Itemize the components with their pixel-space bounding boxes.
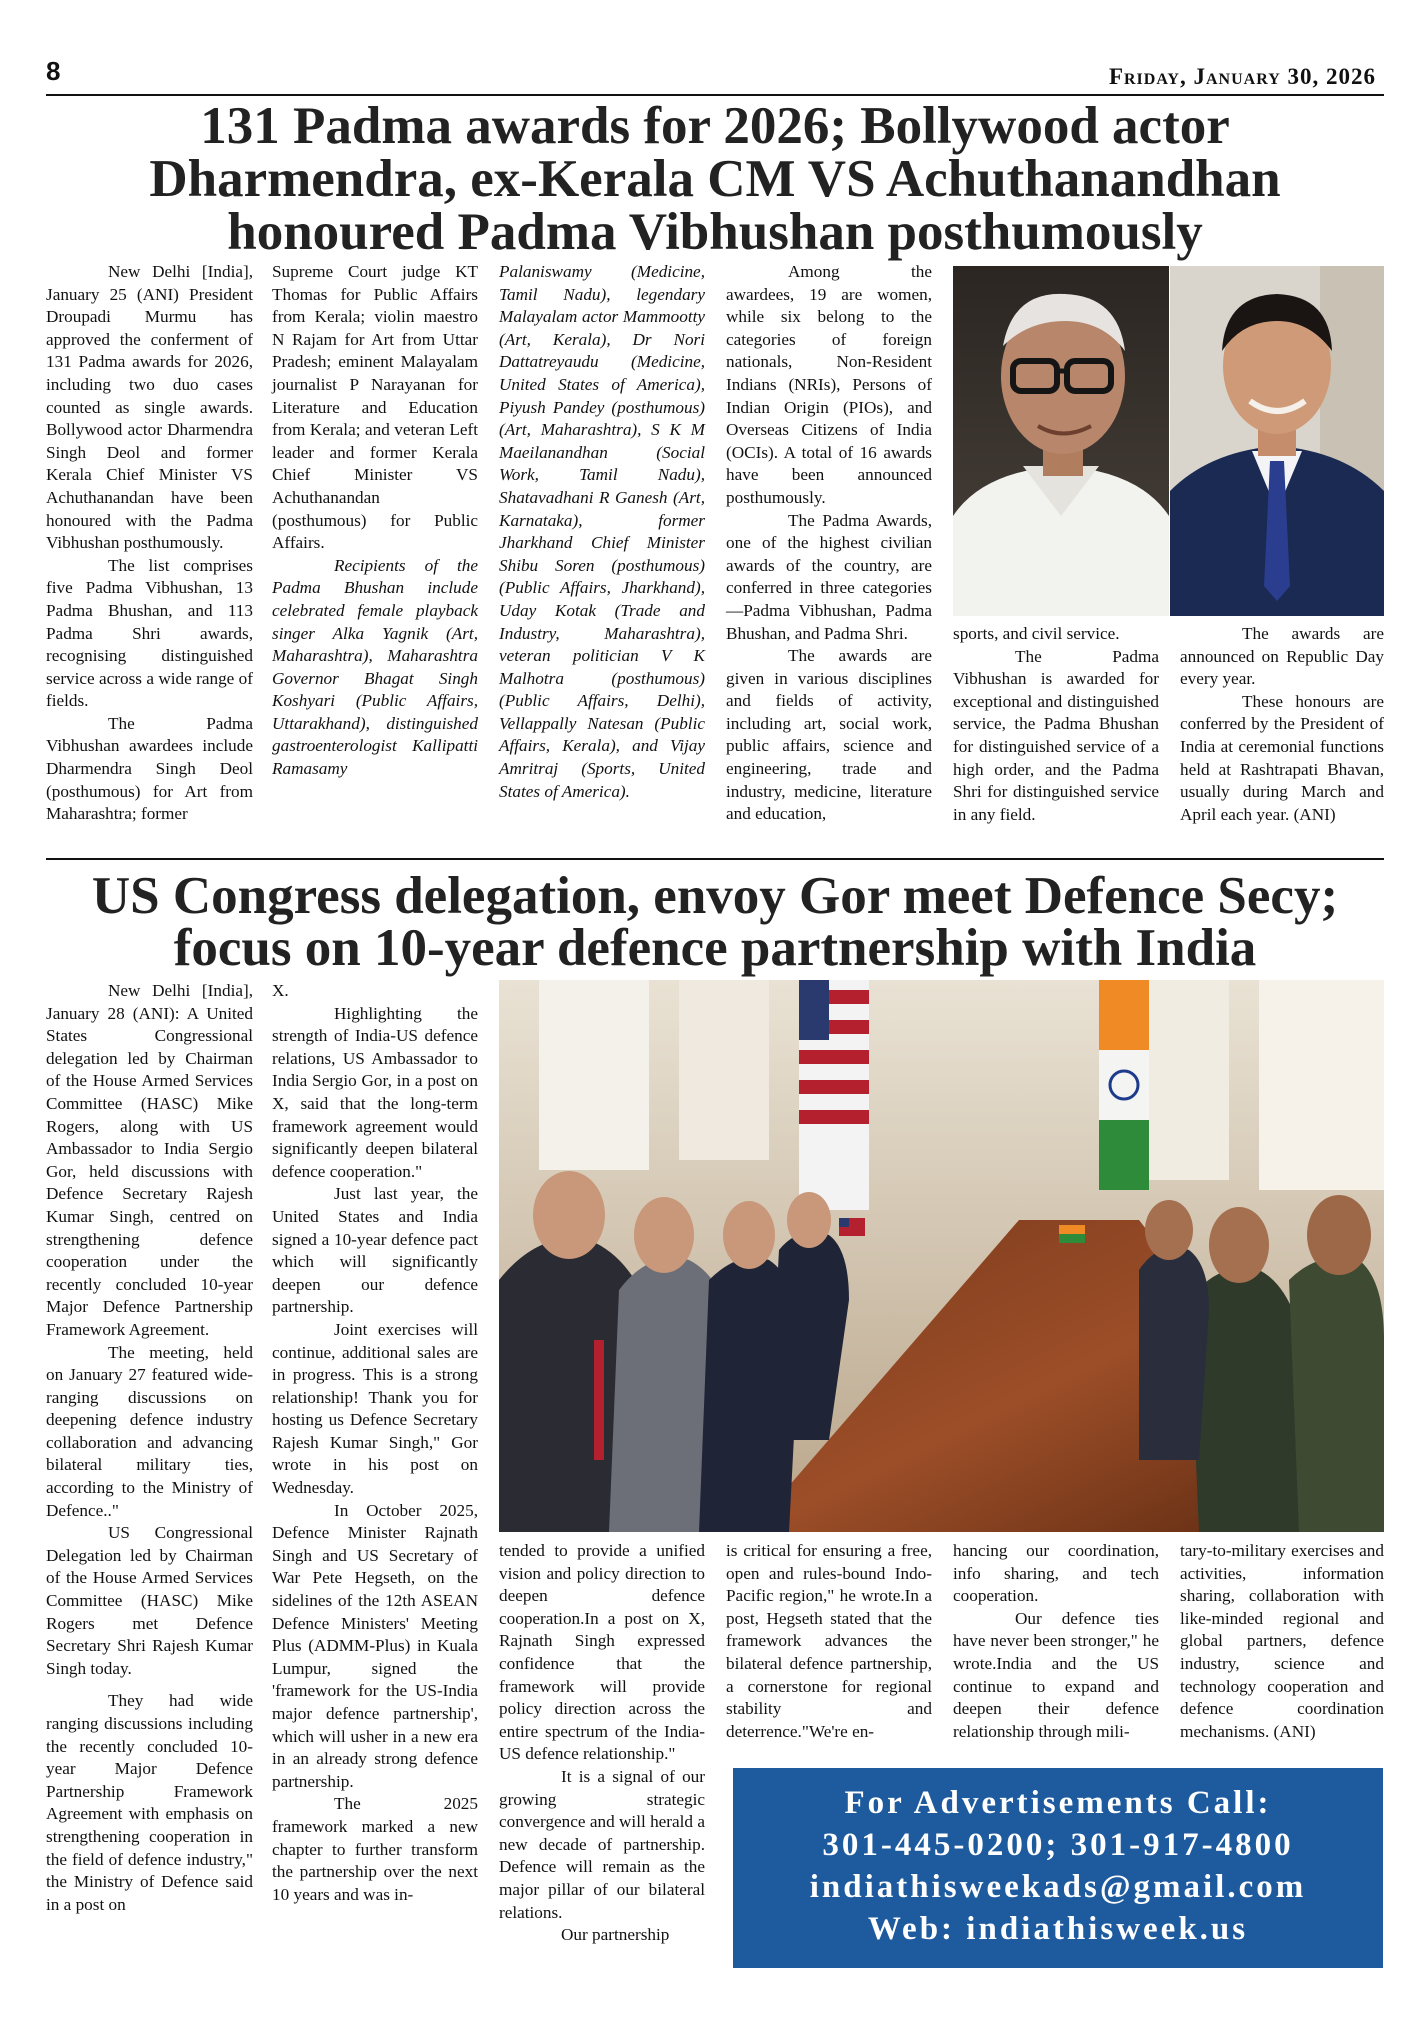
article2-column-6	[1180, 1540, 1384, 1743]
paragraph: is critical for ensuring a free, open and rules-bound Indo-Pacific region," he wrote.In a post, Hegseth stated that the framework advances the bilateral defence partnership, a cornerstone for regional stability and deterrence."We're en-	[726, 1541, 932, 1741]
top-rule	[46, 94, 1384, 96]
paragraph: The meeting, held on January 27 featured wide-ranging discussions on deepening defence industry collaboration and advancing bilateral military ties, according to the Ministry of Defence.."	[46, 1342, 253, 1520]
paragraph: X.	[272, 981, 289, 1000]
india-flag-icon	[1099, 980, 1149, 1190]
paragraph: tended to provide a unified vision and policy direction to deepen defence cooperation.In a post on X, Rajnath Singh expressed confidence that the framework will provide policy direction across the entire spectrum of the India-US defence relationship."	[499, 1541, 705, 1764]
paragraph: New Delhi [India], January 28 (ANI): A United States Congressional delegation led by Chairman of the House Armed Services Committee (HASC) Mike Rogers, along with US Ambassador to India Sergio Gor, held discussions with Defence Secretary Rajesh Kumar Singh, centred on strengthening defence cooperation under the recently concluded 10-year Major Defence Partnership Framework Agreement.	[46, 981, 253, 1339]
paragraph: Recipients of the Padma Bhushan include celebrated female playback singer Alka Yagnik (Art, Maharashtra), Maharashtra Governor Bhagat Singh Koshyari (Public Affairs, Uttarakhand), distinguished gastroenterologist Kallipatti Ramasamy	[272, 555, 478, 779]
article1-column-5	[953, 623, 1159, 826]
ad-website: Web: indiathisweek.us	[867, 1911, 1249, 1947]
paragraph: The Padma Vibhushan awardees include Dharmendra Singh Deol (posthumous) for Art from Maharashtra; former	[46, 713, 253, 824]
paragraph: The 2025 framework marked a new chapter to further transform the partnership over the next 10 years and was in-	[272, 1794, 478, 1904]
ad-email: indiathisweekads@gmail.com	[809, 1869, 1307, 1905]
paragraph: New Delhi [India], January 25 (ANI) President Droupadi Murmu has approved the conferment of 131 Padma awards for 2026, including two duo cases counted as single awards. Bollywood actor Dharmendra Singh Deol and former Kerala Chief Minister VS Achuthanandan have been honoured with the Padma Vibhushan posthumously.	[46, 262, 253, 553]
paragraph: The Padma Vibhushan is awarded for exceptional and distinguished service, the Padma Bhushan for distinguished service of a high order, and the Padma Shri for distinguished service in any field.	[953, 646, 1159, 824]
section-divider	[46, 858, 1384, 860]
article2-headline-line: US Congress delegation, envoy Gor meet Defence Secy;	[91, 867, 1339, 925]
article1-column-6	[1180, 623, 1384, 826]
article1-column-4	[726, 261, 932, 826]
paragraph: In October 2025, Defence Minister Rajnath Singh and US Secretary of War Pete Hegseth, on the sidelines of the 12th ASEAN Defence Ministers' Meeting Plus (ADMM-Plus) in Kuala Lumpur, signed the 'framework for the US-India major defence partnership', which will usher in a new era in an already strong defence partnership.	[272, 1500, 478, 1791]
paragraph: Joint exercises will continue, additional sales are in progress. This is a strong relationship! Thank you for hosting us Defence Secretary Rajesh Kumar Singh," Gor wrote in his post on Wednesday.	[272, 1319, 478, 1498]
paragraph: sports, and civil service.	[953, 624, 1120, 643]
article1-column-1	[46, 261, 253, 826]
paragraph: These honours are conferred by the President of India at ceremonial functions held at Rashtrapati Bhavan, usually during March and April each year. (ANI)	[1180, 691, 1384, 824]
paragraph: The awards are given in various disciplines and fields of activity, including art, social work, public affairs, science and engineering, trade and industry, medicine, literature and education,	[726, 646, 932, 824]
article1-headline-line: Dharmendra, ex-Kerala CM VS Achuthanandhan	[149, 150, 1281, 208]
article1-headline-line: honoured Padma Vibhushan posthumously	[227, 203, 1203, 261]
paragraph: Just last year, the United States and India signed a 10-year defence pact which will significantly deepen our defence partnership.	[272, 1184, 478, 1317]
page-number: 8	[46, 56, 61, 86]
paragraph: Among the awardees, 19 are women, while six belong to the categories of foreign nationals, Non-Resident Indians (NRIs), Persons of Indian Origin (PIOs), and Overseas Citizens of India (OCIs). A total of 16 awards have been announced posthumously.	[726, 262, 932, 507]
article1-headline-line: 131 Padma awards for 2026; Bollywood actor	[200, 97, 1230, 155]
ad-phone-numbers: 301-445-0200; 301-917-4800	[822, 1827, 1294, 1863]
paragraph: Our partnership	[561, 1925, 670, 1945]
article2-column-5	[953, 1540, 1159, 1743]
paragraph: They had wide ranging discussions including the recently concluded 10-year Major Defence Partnership Framework Agreement with emphasis on strengthening cooperation in the field of defence industry," the Ministry of Defence said in a post on	[46, 1691, 253, 1914]
ad-heading: For Advertisements Call:	[844, 1785, 1272, 1821]
paragraph: Palaniswamy (Medicine, Tamil Nadu), legendary Malayalam actor Mammootty (Art, Kerala), Dr Nori Dattatreyaudu (Medicine, United States of America), Piyush Pandey (posthumous) (Art, Maharashtra), S K M Maeilanandhan (Social Work, Tamil Nadu), Shatavadhani R Ganesh (Art, Karnataka), former Jharkhand Chief Minister Shibu Soren (posthumous) (Public Affairs, Jharkhand), Uday Kotak (Trade and Industry, Maharashtra), veteran politician V K Malhotra (posthumous) (Public Affairs, Delhi), Vellappally Natesan (Public Affairs, Kerala), and Vijay Amritraj (Sports, United States of America).	[499, 262, 705, 801]
meeting-scene-image	[499, 980, 1384, 1532]
paragraph: tary-to-military exercises and activities, information sharing, collaboration with like-minded regional and global partners, defence industry, science and technology cooperation and defence coordination mechanisms. (ANI)	[1180, 1541, 1384, 1741]
photo-defence-meeting	[499, 980, 1384, 1532]
paragraph: Our defence ties have never been stronger," he wrote.India and the US continue to expand and deepen their defence relationship through mili-	[953, 1608, 1159, 1741]
article2-headline-line: focus on 10-year defence partnership with India	[173, 919, 1257, 977]
paragraph: The list comprises five Padma Vibhushan, 13 Padma Bhushan, and 113 Padma Shri awards, recognising distinguished service across a wide range of fields.	[46, 555, 253, 711]
article2-column-2	[272, 980, 478, 1906]
paragraph: Highlighting the strength of India-US defence relations, US Ambassador to India Sergio Gor, in a post on X, said that the long-term framework agreement would significantly deepen bilateral defence cooperation."	[272, 1003, 478, 1181]
dateline: Friday, January 30, 2026	[1108, 64, 1376, 89]
photo-achuthanandan	[953, 266, 1169, 616]
portrait-elderly-man-image	[953, 266, 1169, 616]
photo-dharmendra	[1170, 266, 1384, 616]
portrait-man-in-suit-image	[1170, 266, 1384, 616]
article1-headline	[40, 97, 1390, 261]
us-flag-icon	[799, 980, 869, 1210]
paragraph: The awards are announced on Republic Day every year.	[1180, 624, 1384, 689]
article1-column-2	[272, 261, 478, 781]
paragraph: Supreme Court judge KT Thomas for Public Affairs from Kerala; violin maestro N Rajam for Art from Uttar Pradesh; eminent Malayalam journalist P Narayanan for Literature and Education from Kerala; and veteran Left leader and former Kerala Chief Minister VS Achuthanandan (posthumous) for Public Affairs.	[272, 262, 478, 553]
article2-column-1	[46, 980, 253, 1916]
paragraph: It is a signal of our growing strategic convergence and will herald a new decade of partnership. Defence will remain as the major pillar of our bilateral relations.	[499, 1766, 705, 1922]
paragraph: The Padma Awards, one of the highest civilian awards of the country, are conferred in three categories—Padma Vibhushan, Padma Bhushan, and Padma Shri.	[726, 510, 932, 643]
article2-headline	[40, 867, 1390, 977]
paragraph: US Congressional Delegation led by Chairman of the House Armed Services Committee (HASC) Mike Rogers met Defence Secretary Shri Rajesh Kumar Singh today.	[46, 1523, 253, 1678]
advertisement-box	[733, 1768, 1383, 1968]
article1-column-3	[499, 261, 705, 803]
article2-column-3	[499, 1540, 705, 1947]
article2-column-4	[726, 1540, 932, 1743]
paragraph: hancing our coordination, info sharing, and tech cooperation.	[953, 1541, 1159, 1606]
